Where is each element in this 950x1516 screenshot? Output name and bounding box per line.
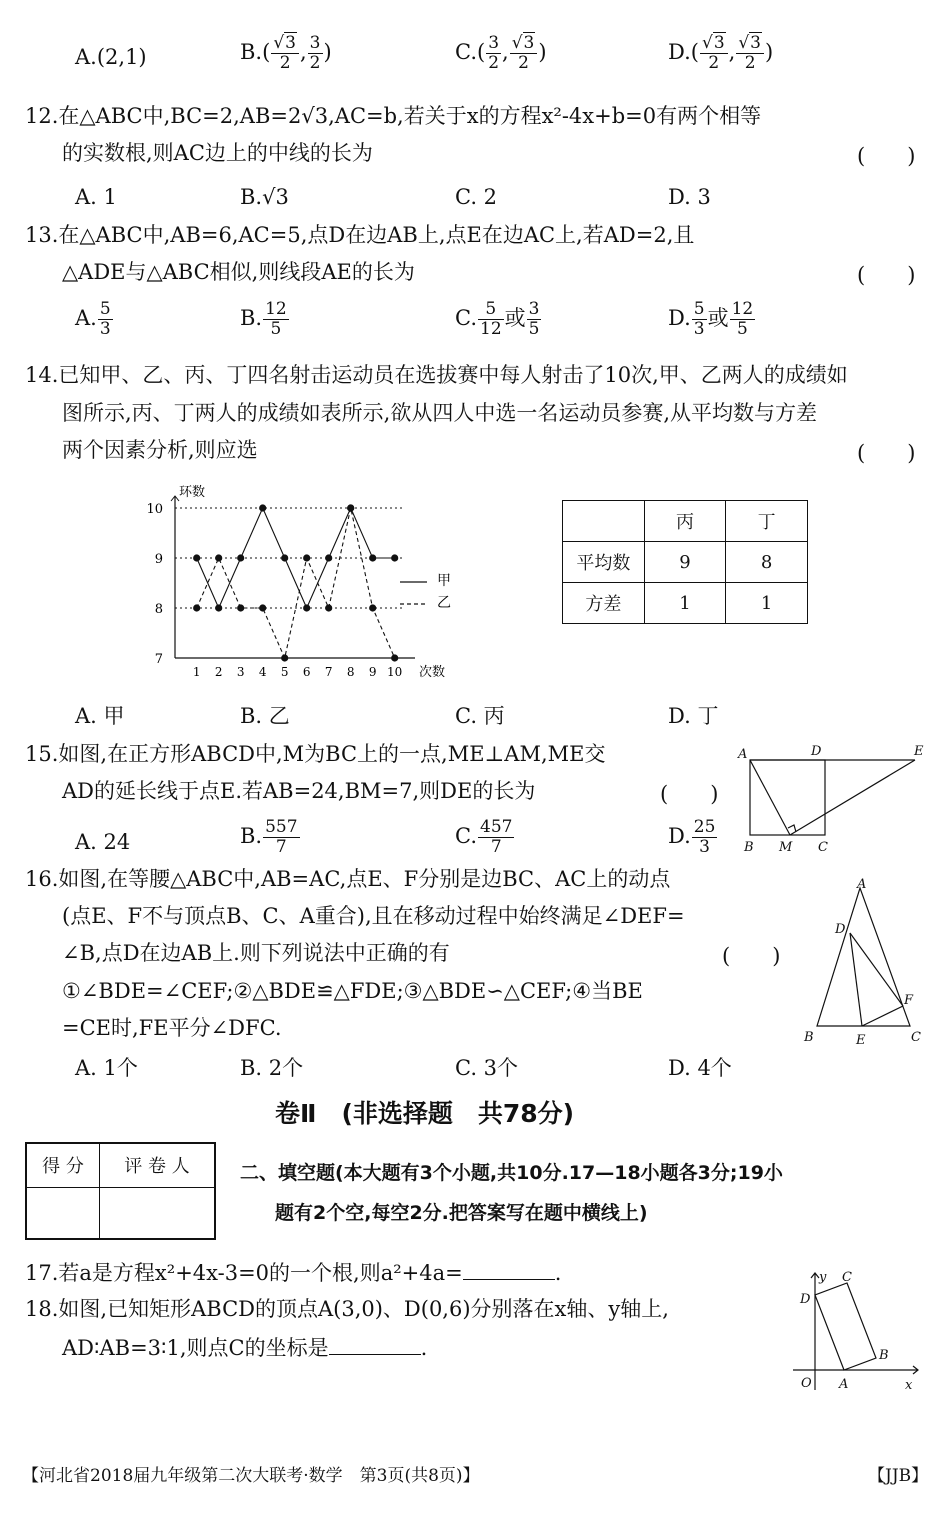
score-table-blank-row <box>26 1187 215 1239</box>
segment-am <box>750 760 790 835</box>
q14-table-cell: 9 <box>644 542 726 583</box>
data-point <box>193 554 200 561</box>
q16-stem-line1: 16.如图,在等腰△ABC中,AB=AC,点E、F分别是边BC、AC上的动点 <box>25 867 671 891</box>
q17-answer-blank[interactable] <box>463 1259 555 1280</box>
q14-table-header-row <box>563 501 808 542</box>
data-point <box>369 604 376 611</box>
q17-stem: 17.若a是方程x²+4x-3=0的一个根,则a²+4a= . <box>25 1261 562 1285</box>
q13-option-d: D. $\frac{5}{3}$ 或 $\frac{12}{5}$ <box>668 299 754 339</box>
score-table-header-row <box>26 1143 215 1187</box>
q16-option-b: B. 2个 <box>240 1056 304 1080</box>
label-a: A <box>857 878 867 892</box>
x-axis-label: 次数 <box>419 665 446 680</box>
legend-label: 甲 <box>437 573 451 589</box>
y-axis-label: 环数 <box>179 485 206 500</box>
data-point <box>281 554 288 561</box>
x-tick-label: 4 <box>258 665 267 679</box>
q13-option-c: C. $\frac{5}{12}$ 或 $\frac{3}{5}$ <box>455 299 540 339</box>
q13-stem-line1: 13.在△ABC中,AB=6,AC=5,点D在边AB上,点E在边AC上,若AD=2,且 <box>25 223 695 247</box>
q12-answer-paren: ( ) <box>857 144 916 168</box>
label-d: D <box>811 744 822 759</box>
q16-stem-line4: ①∠BDE=∠CEF;②△BDE≌△FDE;③△BDE∽△CEF;④当BE <box>62 979 643 1003</box>
q14-option-d: D. 丁 <box>668 704 719 728</box>
label-c: C <box>842 1270 852 1285</box>
q14-stats-table <box>562 500 808 624</box>
q16-option-d: D. 4个 <box>668 1056 732 1080</box>
q12-option-d: D. 3 <box>668 185 711 209</box>
q15-stem-line1: 15.如图,在正方形ABCD中,M为BC上的一点,ME⊥AM,ME交 <box>25 742 606 766</box>
q14-table-header-empty <box>563 501 645 542</box>
label-b: B <box>804 1030 814 1045</box>
q14-table-cell: 8 <box>726 542 808 583</box>
x-tick-label: 10 <box>387 665 403 679</box>
y-tick-label: 8 <box>154 602 163 617</box>
footer-right: 【JJB】 <box>868 1466 929 1486</box>
grader-header: 评 卷 人 <box>100 1143 216 1187</box>
data-point <box>281 654 288 661</box>
q12-option-b: B.√3 <box>240 185 289 209</box>
data-point <box>347 504 354 511</box>
x-tick-label: 3 <box>236 665 245 679</box>
x-tick-label: 9 <box>368 665 377 679</box>
q14-option-c: C. 丙 <box>455 704 505 728</box>
q16-triangle-figure <box>800 878 930 1048</box>
data-point <box>303 554 310 561</box>
data-point <box>259 504 266 511</box>
q12-option-a: A. 1 <box>75 185 117 209</box>
q15-stem-line2: AD的延长线于点E.若AB=24,BM=7,则DE的长为 <box>62 779 536 803</box>
q12-stem-line2: 的实数根,则AC边上的中线的长为 <box>62 141 373 165</box>
q15-square-figure <box>735 740 935 855</box>
data-point <box>237 604 244 611</box>
label-m: M <box>779 840 793 855</box>
label-c: C <box>911 1030 921 1045</box>
q18-coordinate-figure <box>788 1265 928 1395</box>
label-e: E <box>856 1033 866 1048</box>
label-d: D <box>800 1292 811 1307</box>
x-tick-label: 8 <box>346 665 355 679</box>
q14-answer-paren: ( ) <box>857 441 916 465</box>
label-f: F <box>904 993 914 1008</box>
q14-table-cell: 平均数 <box>563 542 645 583</box>
q18-stem-line2: AD∶AB=3∶1,则点C的坐标是 . <box>62 1336 428 1360</box>
q14-table-row <box>563 542 808 583</box>
label-c: C <box>818 840 828 855</box>
label-b: B <box>744 840 754 855</box>
grader-cell <box>100 1187 216 1239</box>
q16-stem-line5: =CE时,FE平分∠DFC. <box>62 1016 282 1040</box>
square-abcd <box>750 760 825 835</box>
x-tick-label: 7 <box>324 665 333 679</box>
triangle-abc <box>817 888 910 1026</box>
x-tick-label: 6 <box>302 665 311 679</box>
q16-stem-line2: (点E、F不与顶点B、C、A重合),且在移动过程中始终满足∠DEF= <box>62 904 685 928</box>
q11-option-a: A.(2,1) <box>75 45 147 69</box>
data-point <box>391 654 398 661</box>
q14-table-cell: 方差 <box>563 583 645 624</box>
rectangle-abcd <box>815 1283 876 1370</box>
q14-table-header-ding: 丁 <box>726 501 808 542</box>
data-point <box>369 554 376 561</box>
q15-option-c: C. $\frac{457}{7}$ <box>455 817 513 857</box>
segment-me <box>790 760 915 835</box>
q13-option-b: B. $\frac{12}{5}$ <box>240 299 287 339</box>
q14-stem-line2: 图所示,丙、丁两人的成绩如表所示,欲从四人中选一名运动员参赛,从平均数与方差 <box>62 401 818 425</box>
right-angle-mark <box>788 825 796 832</box>
data-point <box>259 604 266 611</box>
q14-table-cell: 1 <box>644 583 726 624</box>
section-2-instructions-line1: 二、填空题(本大题有3个小题,共10分.17—18小题各3分;19小 <box>240 1162 783 1184</box>
q12-stem-line1: 12.在△ABC中,BC=2,AB=2√3,AC=b,若关于x的方程x²-4x+b=0有两个相等 <box>25 104 762 128</box>
x-tick-label: 1 <box>192 665 201 679</box>
label-y: y <box>819 1270 827 1285</box>
q14-option-b: B. 乙 <box>240 704 290 728</box>
q15-option-a: A. 24 <box>75 830 131 854</box>
q18-answer-blank[interactable] <box>329 1334 421 1355</box>
q16-option-a: A. 1个 <box>75 1056 138 1080</box>
data-point <box>215 604 222 611</box>
y-tick-label: 7 <box>154 652 163 667</box>
legend-label: 乙 <box>437 595 451 611</box>
label-e: E <box>914 744 924 759</box>
q16-option-c: C. 3个 <box>455 1056 519 1080</box>
score-cell <box>26 1187 100 1239</box>
data-point <box>193 604 200 611</box>
q18-stem-line1: 18.如图,已知矩形ABCD的顶点A(3,0)、D(0,6)分别落在x轴、y轴上, <box>25 1297 669 1321</box>
q16-stem-line3: ∠B,点D在边AB上.则下列说法中正确的有 <box>62 941 450 965</box>
section-2-instructions-line2: 题有2个空,每空2分.把答案写在题中横线上) <box>275 1202 648 1224</box>
label-o: O <box>801 1376 812 1391</box>
q14-table-row <box>563 583 808 624</box>
x-tick-label: 2 <box>214 665 223 679</box>
q14-stem-line3: 两个因素分析,则应选 <box>62 438 258 462</box>
q14-stem-line1: 14.已知甲、乙、丙、丁四名射击运动员在选拔赛中每人射击了10次,甲、乙两人的成绩如 <box>25 363 848 387</box>
q14-table-cell: 1 <box>726 583 808 624</box>
q11-option-b: B.( $\frac{√3}{2}$ , $\frac{3}{2}$ ) <box>240 33 332 73</box>
data-point <box>303 604 310 611</box>
q13-option-a: A. $\frac{5}{3}$ <box>75 299 111 339</box>
q14-table-header-bing: 丙 <box>644 501 726 542</box>
score-table <box>25 1142 216 1240</box>
q12-option-c: C. 2 <box>455 185 498 209</box>
y-tick-label: 9 <box>154 552 163 567</box>
q11-option-d: D.( $\frac{√3}{2}$ , $\frac{√3}{2}$ ) <box>668 33 774 73</box>
q16-answer-paren: ( ) <box>722 944 781 968</box>
q11-option-c: C.( $\frac{3}{2}$ , $\frac{√3}{2}$ ) <box>455 33 547 73</box>
footer-left: 【河北省2018届九年级第二次大联考·数学 第3页(共8页)】 <box>22 1466 480 1486</box>
label-b: B <box>879 1348 889 1363</box>
score-header: 得 分 <box>26 1143 100 1187</box>
label-a: A <box>738 747 748 762</box>
q13-stem-line2: △ADE与△ABC相似,则线段AE的长为 <box>62 260 415 284</box>
x-tick-label: 5 <box>280 665 289 679</box>
segment-ef <box>862 1006 903 1026</box>
data-point <box>391 554 398 561</box>
q13-answer-paren: ( ) <box>857 263 916 287</box>
label-a: A <box>839 1377 849 1392</box>
label-x: x <box>905 1378 913 1393</box>
data-point <box>325 554 332 561</box>
y-tick-label: 10 <box>146 502 163 517</box>
q15-option-d: D. $\frac{25}{3}$ <box>668 817 716 857</box>
q14-line-chart <box>140 478 470 688</box>
q14-option-a: A. 甲 <box>75 704 125 728</box>
section-2-title: 卷Ⅱ (非选择题 共78分) <box>275 1099 575 1128</box>
data-point <box>325 604 332 611</box>
q15-option-b: B. $\frac{557}{7}$ <box>240 817 298 857</box>
data-point <box>215 554 222 561</box>
data-point <box>237 554 244 561</box>
q15-answer-paren: ( ) <box>660 782 719 806</box>
label-d: D <box>835 922 846 937</box>
